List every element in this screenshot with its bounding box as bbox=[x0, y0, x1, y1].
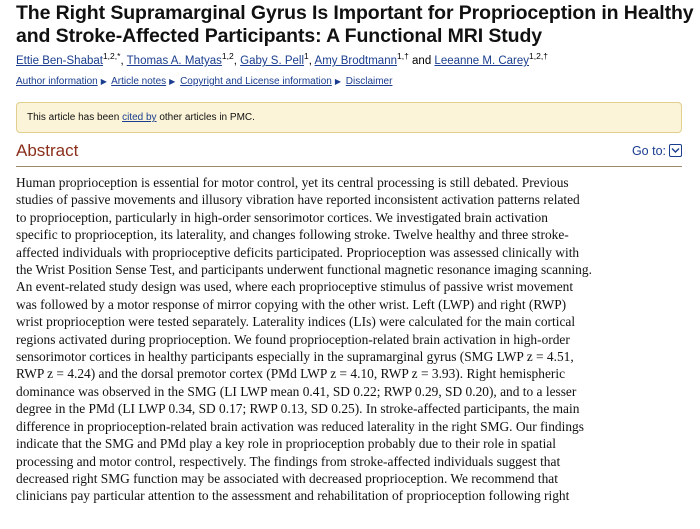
abstract-line: sensorimotor cortices in healthy participants especially in the supramarginal gyrus (SMG LWP z = 4.51, bbox=[16, 349, 574, 365]
author-link[interactable]: Leeanne M. Carey bbox=[434, 55, 530, 67]
abstract-line: the Wrist Position Sense Test, and participants underwent functional magnetic resonance imaging scanning. bbox=[16, 262, 592, 278]
author-affiliation: 1,2 bbox=[221, 51, 234, 62]
author-affiliation: 1,2,* bbox=[102, 51, 121, 62]
abstract-line: Human proprioception is essential for motor control, yet its central processing is still debated. Previous bbox=[16, 175, 569, 190]
abstract-line: An event-related study design was used, where each proprioceptive stimulus of passive wrist movement bbox=[16, 279, 574, 295]
abstract-line: studies of passive movements and illusory vibration have reported inconsistent activation patterns related bbox=[16, 192, 580, 208]
triangle-right-icon: ▶ bbox=[334, 77, 341, 86]
author-link[interactable]: Ettie Ben-Shabat bbox=[16, 55, 103, 67]
abstract-header bbox=[16, 141, 682, 167]
triangle-right-icon: ▶ bbox=[169, 77, 176, 86]
cited-by-notice: This article has been cited by other articles in PMC. bbox=[16, 102, 682, 133]
abstract-line: affected individuals with proprioceptive deficits participated. Proprioception was assessed clinically with bbox=[16, 244, 580, 260]
cited-by-link[interactable]: cited by bbox=[122, 112, 157, 123]
author-affiliation: 1,2,† bbox=[529, 51, 548, 62]
goto-menu[interactable] bbox=[632, 142, 682, 160]
disclaimer-link[interactable]: Disclaimer bbox=[345, 76, 393, 87]
copyright-license-link[interactable]: Copyright and License information bbox=[180, 76, 332, 87]
abstract-line: dominance was observed in the SMG (LI LWP mean 0.41, SD 0.22; RWP 0.29, SD 0.20), and to a lesser bbox=[16, 383, 577, 399]
abstract-line: decreased right SMG function may be associated with decreased proprioception. We recommend that bbox=[16, 470, 558, 486]
abstract-line: difference in proprioception-related brain activation was reduced laterality in the right SMG. Our findings bbox=[16, 418, 584, 434]
author-list: Ettie Ben-Shabat$^{1,2,*}$, Thomas A. Matyas$^{1,2}$, Gaby S. Pell$^1$, Amy Brodtmann$^{1,\dagger}$ and Leeanne M. Carey$^{1,2,\dagger}$ bbox=[16, 51, 548, 67]
abstract-line: to proprioception, particularly in high-order sensorimotor cortices. We investigated brain activation bbox=[16, 209, 548, 225]
triangle-right-icon: ▶ bbox=[100, 77, 107, 86]
author-affiliation: 1 bbox=[304, 51, 309, 62]
abstract-heading: Abstract bbox=[16, 141, 79, 160]
abstract-line: specific to proprioception, its laterality, and changes following stroke. Twelve healthy and three stroke- bbox=[16, 227, 569, 243]
abstract-line: regions activated during proprioception. We found proprioception-related brain activation in high-order bbox=[16, 331, 570, 347]
chevron-down-icon[interactable] bbox=[669, 144, 682, 157]
abstract-text bbox=[16, 174, 686, 505]
article-title-line-2: and Stroke-Affected Participants: A Functional MRI Study bbox=[16, 25, 543, 47]
abstract-line: clinicians pay particular attention to the assessment and rehabilitation of proprioception following right bbox=[16, 488, 570, 504]
abstract-line: RWP z = 4.24) and the dorsal premotor cortex (PMd LWP z = 4.10, RWP z = 3.93). Right hemispheric bbox=[16, 366, 566, 382]
goto-label: Go to: bbox=[631, 144, 666, 158]
abstract-line: processing and motor control, respectively. The findings from stroke-affected individuals suggest that bbox=[16, 453, 561, 469]
author-and: and bbox=[412, 55, 432, 67]
article-info-links bbox=[16, 75, 688, 88]
article-title-line-1: The Right Supramarginal Gyrus Is Important for Proprioception in Healthy bbox=[16, 2, 694, 24]
author-information-link[interactable]: Author information bbox=[16, 76, 98, 87]
abstract-line: wrist proprioception were tested separately. Laterality indices (LIs) were calculated for the main cortical bbox=[16, 314, 576, 330]
article-notes-link[interactable]: Article notes bbox=[111, 76, 167, 87]
abstract-line: degree in the PMd (LI LWP 0.34, SD 0.17; RWP 0.13, SD 0.25). In stroke-affected participants, the main bbox=[16, 401, 580, 417]
author-link[interactable]: Gaby S. Pell bbox=[240, 55, 305, 67]
author-link[interactable]: Thomas A. Matyas bbox=[126, 55, 222, 67]
author-affiliation: 1,† bbox=[397, 51, 409, 62]
abstract-line: indicate that the SMG and PMd play a key role in proprioception probably due to their role in spatial bbox=[16, 436, 556, 452]
author-link[interactable]: Amy Brodtmann bbox=[314, 55, 397, 67]
abstract-line: was followed by a motor response of mirror copying with the other wrist. Left (LWP) and right (RWP) bbox=[16, 296, 567, 312]
article-title bbox=[16, 0, 694, 48]
